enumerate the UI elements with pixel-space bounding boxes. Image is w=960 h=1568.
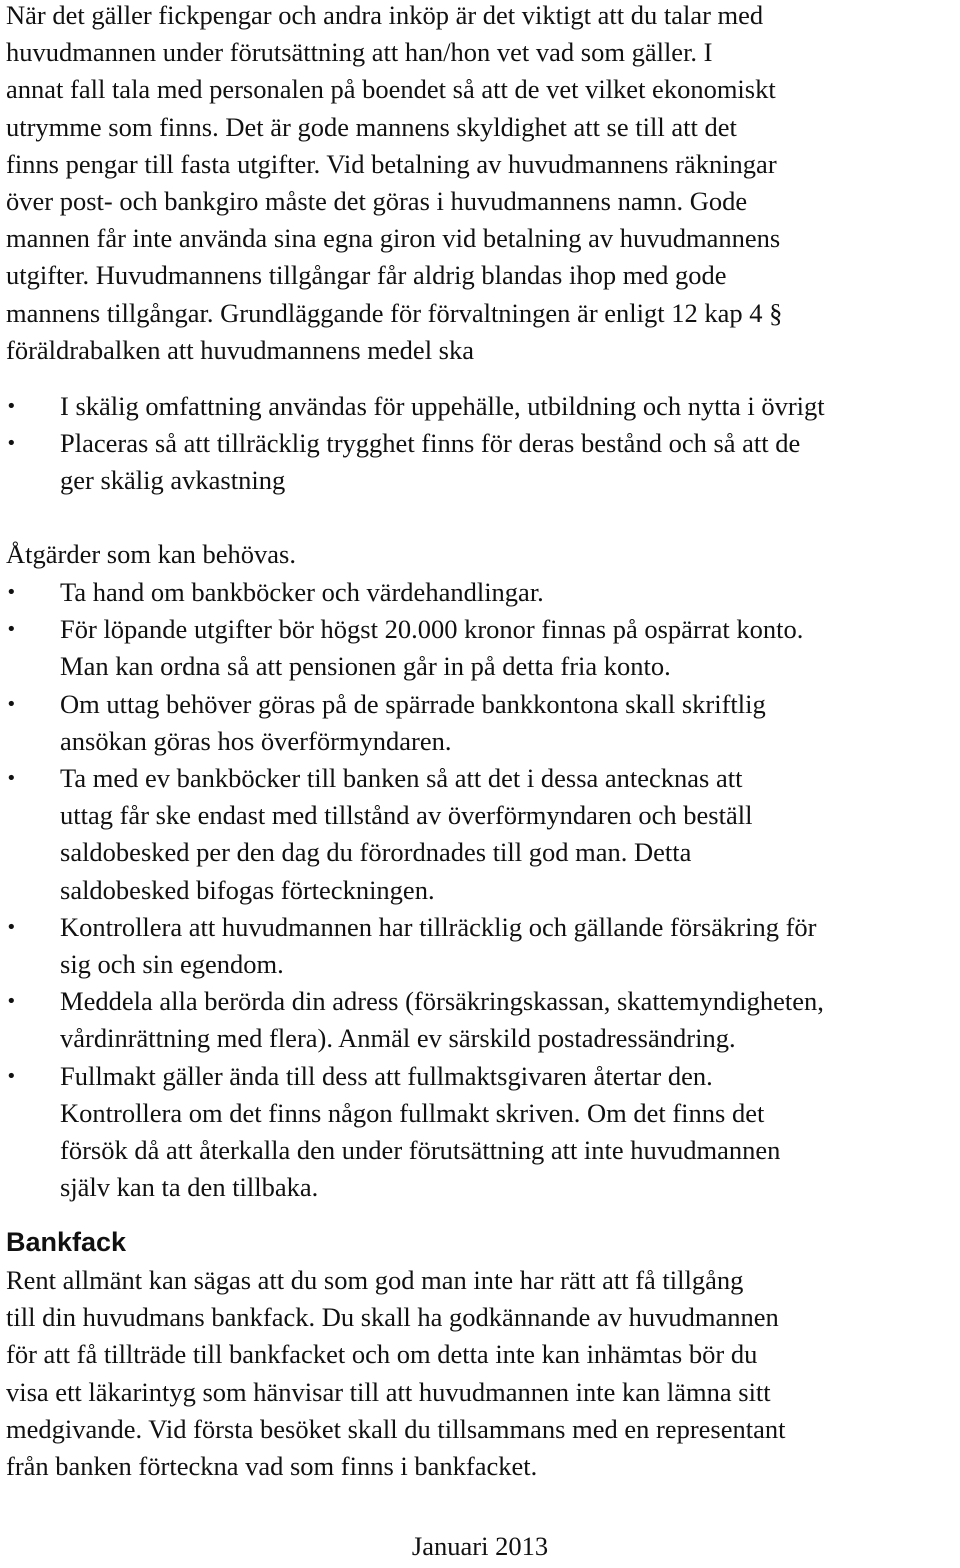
text-line: Kontrollera att huvudmannen har tillräcklig och gällande försäkring för [60,911,817,942]
list-item [6,1058,956,1207]
actions-bullet-list [6,574,956,1206]
text-line: huvudmannen under förutsättning att han/hon vet vad som gäller. I [6,37,713,68]
text-line: utgifter. Huvudmannens tillgångar får aldrig blandas ihop med gode [6,260,727,291]
bullet-icon: • [6,768,17,790]
text-line: saldobesked bifogas förteckningen. [60,874,435,905]
text-line: Fullmakt gäller ända till dess att fullmaktsgivaren återtar den. [60,1060,713,1091]
text-line: annat fall tala med personalen på boendet så att de vet vilket ekonomiskt [6,74,776,105]
bullet-icon: • [6,619,17,641]
footer-date: Januari 2013 [411,1531,549,1561]
list-item [6,909,956,983]
bullet-icon: • [6,693,17,715]
text-line: mannens tillgångar. Grundläggande för förvaltningen är enligt 12 kap 4 § [6,297,783,328]
bullet-icon: • [6,396,17,417]
bullet-icon: • [6,433,17,455]
bullet-icon: • [6,582,17,603]
text-line: medgivande. Vid första besöket skall du tillsammans med en representant [6,1413,786,1444]
text-line: Meddela alla berörda din adress (försäkringskassan, skattemyndigheten, [60,986,824,1017]
section-heading-bankfack: Bankfack [6,1227,127,1257]
text-line: Åtgärder som kan behövas. [6,539,296,569]
text-line: föräldrabalken att huvudmannens medel ska [6,334,475,365]
list-item [6,686,956,760]
text-line: visa ett läkarintyg som hänvisar till att huvudmannen inte kan lämna sitt [6,1376,771,1407]
list-item [6,388,956,425]
text-line: saldobesked per den dag du förordnades till god man. Detta [60,837,692,868]
text-line: ansökan göras hos överförmyndaren. [60,725,452,756]
text-line: Ta hand om bankböcker och värdehandlingar. [60,577,544,607]
text-line: Om uttag behöver göras på de spärrade bankkontona skall skriftlig [60,688,766,719]
list-item [6,983,956,1057]
text-line: Kontrollera om det finns någon fullmakt skriven. Om det finns det [60,1097,765,1128]
intro-paragraph [6,0,951,369]
bullet-icon: • [6,916,17,938]
text-line: till din huvudmans bankfack. Du skall ha godkännande av huvudmannen [6,1302,779,1333]
bullet-icon: • [6,1065,17,1087]
text-line: över post- och bankgiro måste det göras i huvudmannens namn. Gode [6,186,748,217]
text-line: När det gäller fickpengar och andra inköp är det viktigt att du talar med [6,0,764,30]
text-line: Placeras så att tillräcklig trygghet finns för deras bestånd och så att de [60,428,801,459]
list-item [6,611,956,685]
text-line: själv kan ta den tillbaka. [60,1172,319,1203]
text-line: För löpande utgifter bör högst 20.000 kronor finnas på ospärrat konto. [60,614,804,645]
text-line: Rent allmänt kan sägas att du som god man inte har rätt att få tillgång [6,1265,744,1295]
text-line: från banken förteckna vad som finns i bankfacket. [6,1451,538,1482]
text-line: Man kan ordna så att pensionen går in på detta fria konto. [60,651,671,682]
text-line: Ta med ev bankböcker till banken så att det i dessa antecknas att [60,763,743,794]
list-item [6,760,956,909]
text-line: vårdinrättning med flera). Anmäl ev särskild postadressändring. [60,1023,736,1054]
bankfack-paragraph [6,1262,951,1485]
text-line: finns pengar till fasta utgifter. Vid betalning av huvudmannens räkningar [6,148,777,179]
text-line: utrymme som finns. Det är gode mannens skyldighet att se till att det [6,111,737,142]
actions-intro [6,536,951,573]
text-line: mannen får inte använda sina egna giron vid betalning av huvudmannens [6,223,781,254]
text-line: för att få tillträde till bankfacket och om detta inte kan inhämtas bör du [6,1339,758,1370]
text-line: uttag får ske endast med tillstånd av överförmyndaren och beställ [60,800,753,831]
text-line: försök då att återkalla den under förutsättning att inte huvudmannen [60,1135,781,1166]
text-line: I skälig omfattning användas för uppehälle, utbildning och nytta i övrigt [60,391,825,421]
bullet-icon: • [6,991,17,1013]
text-line: ger skälig avkastning [60,465,286,496]
list-item [6,574,956,611]
text-line: sig och sin egendom. [60,949,284,980]
medel-bullet-list [6,388,956,500]
list-item [6,425,956,499]
